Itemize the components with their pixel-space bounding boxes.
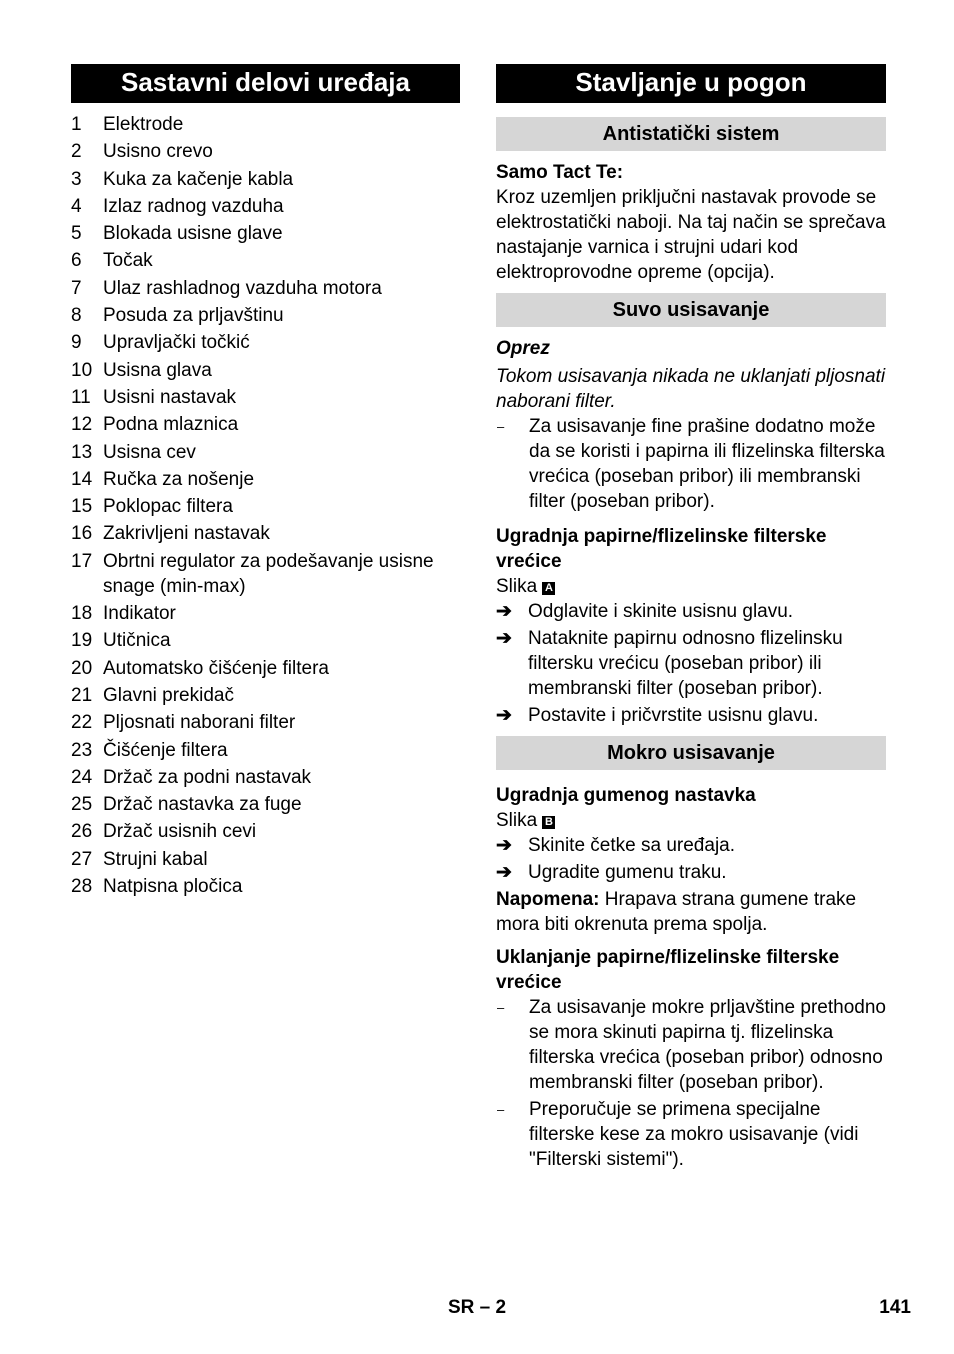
item-text: Indikator xyxy=(103,603,176,625)
step-text: Odglavite i skinite usisnu glavu. xyxy=(528,601,794,622)
item-number: 8 xyxy=(71,305,82,327)
caution-label: Oprez xyxy=(496,338,550,359)
item-number: 4 xyxy=(71,195,82,217)
list-item xyxy=(71,494,460,519)
install-bag-heading: Ugradnja papirne/flizelinske filterske vrećice xyxy=(496,526,827,572)
item-number: 5 xyxy=(71,223,82,245)
list-item xyxy=(71,330,460,355)
step-text: Nataknite papirnu odnosno flizelinsku filtersku vrećicu (poseban pribor) ili membranski filter (poseban pribor). xyxy=(528,628,843,699)
list-item xyxy=(71,656,460,681)
item-text: Kuka za kačenje kabla xyxy=(103,168,294,190)
list-item xyxy=(496,860,886,885)
list-item xyxy=(71,221,460,246)
arrow-icon: ➔ xyxy=(496,628,512,649)
item-number: 9 xyxy=(71,332,82,354)
item-number: 19 xyxy=(71,630,93,652)
list-item xyxy=(71,710,460,735)
item-number: 10 xyxy=(71,359,93,381)
item-number: 25 xyxy=(71,794,93,816)
item-text: Usisno crevo xyxy=(103,141,213,163)
arrow-icon: ➔ xyxy=(496,835,512,856)
wet-heading: Mokro usisavanje xyxy=(496,736,886,770)
caution-text: Tokom usisavanja nikada ne uklanjati pljosnati naborani filter. xyxy=(496,366,886,412)
figure-label: Slika xyxy=(496,576,538,597)
item-text: Glavni prekidač xyxy=(103,684,234,706)
step-text: Skinite četke sa uređaja. xyxy=(528,835,736,856)
list-item xyxy=(71,112,460,137)
list-item xyxy=(71,521,460,546)
list-item xyxy=(71,194,460,219)
item-number: 24 xyxy=(71,766,93,788)
list-item xyxy=(496,995,886,1095)
item-text: Točak xyxy=(103,250,153,272)
list-item xyxy=(496,626,886,701)
dash-text: Za usisavanje fine prašine dodatno može da se koristi i papirna ili flizelinska filterska vrećica (poseban pribor) ili membranski filter (poseban pribor). xyxy=(529,416,885,512)
item-text: Natpisna pločica xyxy=(103,876,243,898)
item-number: 12 xyxy=(71,414,93,436)
list-item xyxy=(496,599,886,624)
item-text: Blokada usisne glave xyxy=(103,223,283,245)
item-number: 3 xyxy=(71,168,82,190)
step-text: Ugradite gumenu traku. xyxy=(528,862,727,883)
list-item xyxy=(71,874,460,899)
dash-marker: – xyxy=(497,1102,505,1117)
item-text: Utičnica xyxy=(103,630,171,652)
note xyxy=(496,887,886,937)
item-text: Pljosnati naborani filter xyxy=(103,712,296,734)
list-item xyxy=(71,358,460,383)
list-item xyxy=(71,167,460,192)
antistatic-text: Kroz uzemljen priključni nastavak provode se elektrostatički naboji. Na taj način se sprečava nastajanje varnica i strujni udari kod elektroprovodne opreme (opcija). xyxy=(496,187,886,283)
item-number: 28 xyxy=(71,876,93,898)
dry-heading: Suvo usisavanje xyxy=(496,293,886,327)
figure-ref-icon: A xyxy=(542,582,555,595)
item-text: Elektrode xyxy=(103,114,184,135)
dash-text: Preporučuje se primena specijalne filterske kese za mokro usisavanje (vidi "Filterski sistemi"). xyxy=(529,1099,859,1170)
item-text: Podna mlaznica xyxy=(103,414,239,436)
arrow-icon: ➔ xyxy=(496,601,512,622)
startup-column xyxy=(496,64,886,1172)
item-text: Usisni nastavak xyxy=(103,386,237,408)
list-item xyxy=(496,703,886,728)
item-number: 1 xyxy=(71,114,82,135)
list-item xyxy=(496,1097,886,1172)
list-item xyxy=(71,628,460,653)
item-text: Izlaz radnog vazduha xyxy=(103,195,284,217)
note-text: Hrapava strana gumene trake mora biti okrenuta prema spolja. xyxy=(496,889,857,935)
item-text: Automatsko čišćenje filtera xyxy=(103,657,329,679)
list-item xyxy=(71,792,460,817)
list-item xyxy=(496,414,886,514)
dash-marker: – xyxy=(497,1000,505,1015)
page-number: 141 xyxy=(879,1297,911,1318)
list-item xyxy=(71,467,460,492)
item-number: 11 xyxy=(71,386,91,408)
item-text: Poklopac filtera xyxy=(103,496,233,518)
list-item xyxy=(71,412,460,437)
list-item xyxy=(71,139,460,164)
item-number: 13 xyxy=(71,441,93,463)
item-text: Strujni kabal xyxy=(103,848,208,870)
list-item xyxy=(71,276,460,301)
item-number: 15 xyxy=(71,496,93,518)
item-text: Usisna glava xyxy=(103,359,212,381)
item-number: 18 xyxy=(71,603,93,625)
dash-text: Za usisavanje mokre prljavštine prethodno se mora skinuti papirna tj. flizelinska filterska vrećica (poseban pribor) odnosno membranski filter (poseban pribor). xyxy=(529,997,886,1093)
item-number: 21 xyxy=(71,684,93,706)
item-number: 14 xyxy=(71,468,93,490)
list-item xyxy=(71,738,460,763)
tact-label: Samo Tact Te: xyxy=(496,162,624,183)
item-text: Ulaz rashladnog vazduha motora xyxy=(103,277,382,299)
item-text: Držač za podni nastavak xyxy=(103,766,312,788)
list-item xyxy=(71,847,460,872)
item-number: 23 xyxy=(71,739,93,761)
list-item xyxy=(71,683,460,708)
arrow-icon: ➔ xyxy=(496,862,512,883)
item-number: 17 xyxy=(71,550,93,572)
item-text: Obrtni regulator za podešavanje usisne snage (min-max) xyxy=(103,550,434,597)
item-number: 7 xyxy=(71,277,82,299)
list-item xyxy=(71,303,460,328)
list-item xyxy=(71,765,460,790)
item-text: Držač nastavka za fuge xyxy=(103,794,302,816)
parts-column xyxy=(71,64,460,901)
list-item xyxy=(496,833,886,858)
item-text: Držač usisnih cevi xyxy=(103,821,257,843)
list-item xyxy=(71,440,460,465)
figure-line xyxy=(496,574,886,599)
item-number: 2 xyxy=(71,141,82,163)
item-text: Ručka za nošenje xyxy=(103,468,255,490)
item-text: Usisna cev xyxy=(103,441,196,463)
list-item xyxy=(71,549,460,599)
list-item xyxy=(71,248,460,273)
item-text: Posuda za prljavštinu xyxy=(103,305,284,327)
item-number: 26 xyxy=(71,821,93,843)
list-item xyxy=(71,601,460,626)
item-text: Zakrivljeni nastavak xyxy=(103,523,270,545)
item-text: Čišćenje filtera xyxy=(103,739,228,761)
item-number: 20 xyxy=(71,657,93,679)
item-text: Upravljački točkić xyxy=(103,332,250,354)
item-number: 27 xyxy=(71,848,93,870)
figure-ref-icon: B xyxy=(542,816,555,829)
arrow-icon: ➔ xyxy=(496,705,512,726)
rubber-heading: Ugradnja gumenog nastavka xyxy=(496,785,756,806)
list-item xyxy=(71,385,460,410)
figure-label: Slika xyxy=(496,810,538,831)
step-text: Postavite i pričvrstite usisnu glavu. xyxy=(528,705,819,726)
note-label: Napomena: xyxy=(496,889,600,910)
figure-line xyxy=(496,808,886,833)
antistatic-heading: Antistatički sistem xyxy=(496,117,886,151)
parts-list xyxy=(71,112,460,899)
section-footer: SR – 2 xyxy=(448,1297,507,1318)
dash-marker: – xyxy=(497,419,505,434)
parts-title: Sastavni delovi uređaja xyxy=(71,64,460,103)
item-number: 22 xyxy=(71,712,93,734)
startup-title: Stavljanje u pogon xyxy=(496,64,886,103)
remove-bag-heading: Uklanjanje papirne/flizelinske filterske vrećice xyxy=(496,947,840,993)
item-number: 6 xyxy=(71,250,82,272)
item-number: 16 xyxy=(71,523,93,545)
list-item xyxy=(71,819,460,844)
